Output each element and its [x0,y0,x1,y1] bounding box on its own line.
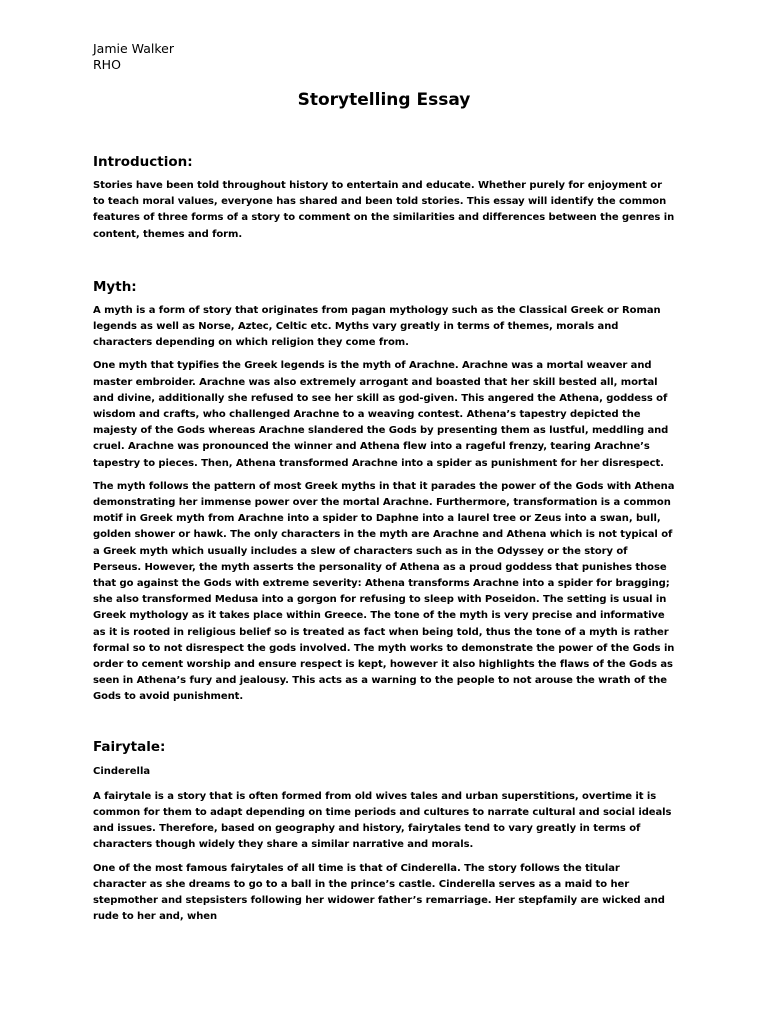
document-page [93,41,675,925]
introduction-heading: Introduction: [93,154,193,170]
myth-paragraph-3: The myth follows the pattern of most Greek myths in that it parades the power of the Gods with Athena demonstrating her immense power over the mortal Arachne. Furthermore, transformation is a common motif in Greek myth from Arachne into a spider to Daphne into a laurel tree or Zeus into a swan, bull, golden shower or hawk. The only characters in the myth are Arachne and Athena which is not typical of a Greek myth which usually includes a slew of characters such as in the Odyssey or the story of Perseus. However, the myth asserts the personality of Athena as a proud goddess that punishes those that go against the Gods with extreme severity: Athena transforms Arachne into a spider for bragging; she also transformed Medusa into a gorgon for refusing to sleep with Poseidon. The setting is usual in Greek mythology as it takes place within Greece. The tone of the myth is very precise and informative as it is rooted in religious belief so is treated as fact when being told, thus the tone of a myth is rather formal so to not disrespect the gods involved. The myth works to demonstrate the power of the Gods in order to cement worship and ensure respect is kept, however it also highlights the flaws of the Gods as seen in Athena’s fury and jealousy. This acts as a warning to the people to not arouse the wrath of the Gods to avoid punishment. [93,480,675,703]
myth-heading: Myth: [93,278,137,295]
myth-paragraph-1: A myth is a form of story that originates from pagan mythology such as the Classical Greek or Roman legends as well as Norse, Aztec, Celtic etc. Myths vary greatly in terms of themes, morals and characters depending on which religion they come from. [93,304,661,349]
fairytale-paragraph-1: A fairytale is a story that is often formed from old wives tales and urban superstitions, overtime it is common for them to adapt depending on time periods and cultures to narrate cultural and social ideals and issues. Therefore, based on geography and history, fairytales tend to vary greatly in terms of characters though widely they share a similar narrative and morals. [93,790,672,851]
author-group: RHO [93,57,121,72]
fairytale-paragraph-2: One of the most famous fairytales of all time is that of Cinderella. The story follows the titular character as she dreams to go to a ball in the prince’s castle. Cinderella serves as a maid to her stepmother and stepsisters following her widower father’s remarriage. Her stepfamily are wicked and rude to her and, when [93,862,665,923]
author-name: Jamie Walker [93,41,174,56]
myth-paragraph-2: One myth that typifies the Greek legends is the myth of Arachne. Arachne was a mortal weaver and master embroider. Arachne was also extremely arrogant and boasted that her skill bested all, mortal and divine, additionally she refused to see her skill as god-given. This angered the Athena, goddess of wisdom and crafts, who challenged Arachne to a weaving contest. Athena’s tapestry depicted the majesty of the Gods whereas Arachne slandered the Gods by presenting them as lustful, meddling and cruel. Arachne was pronounced the winner and Athena flew into a rageful frenzy, tearing Arachne’s tapestry to pieces. Then, Athena transformed Arachne into a spider as punishment for her disrespect. [93,360,669,469]
fairytale-subheading: Cinderella [93,765,151,777]
fairytale-heading: Fairytale: [93,738,166,755]
introduction-paragraph: Stories have been told throughout history to entertain and educate. Whether purely for enjoyment or to teach moral values, everyone has shared and been told stories. This essay will identify the common features of three forms of a story to comment on the similarities and differences between the genres in content, themes and form. [93,180,675,240]
document-title: Storytelling Essay [297,90,471,110]
